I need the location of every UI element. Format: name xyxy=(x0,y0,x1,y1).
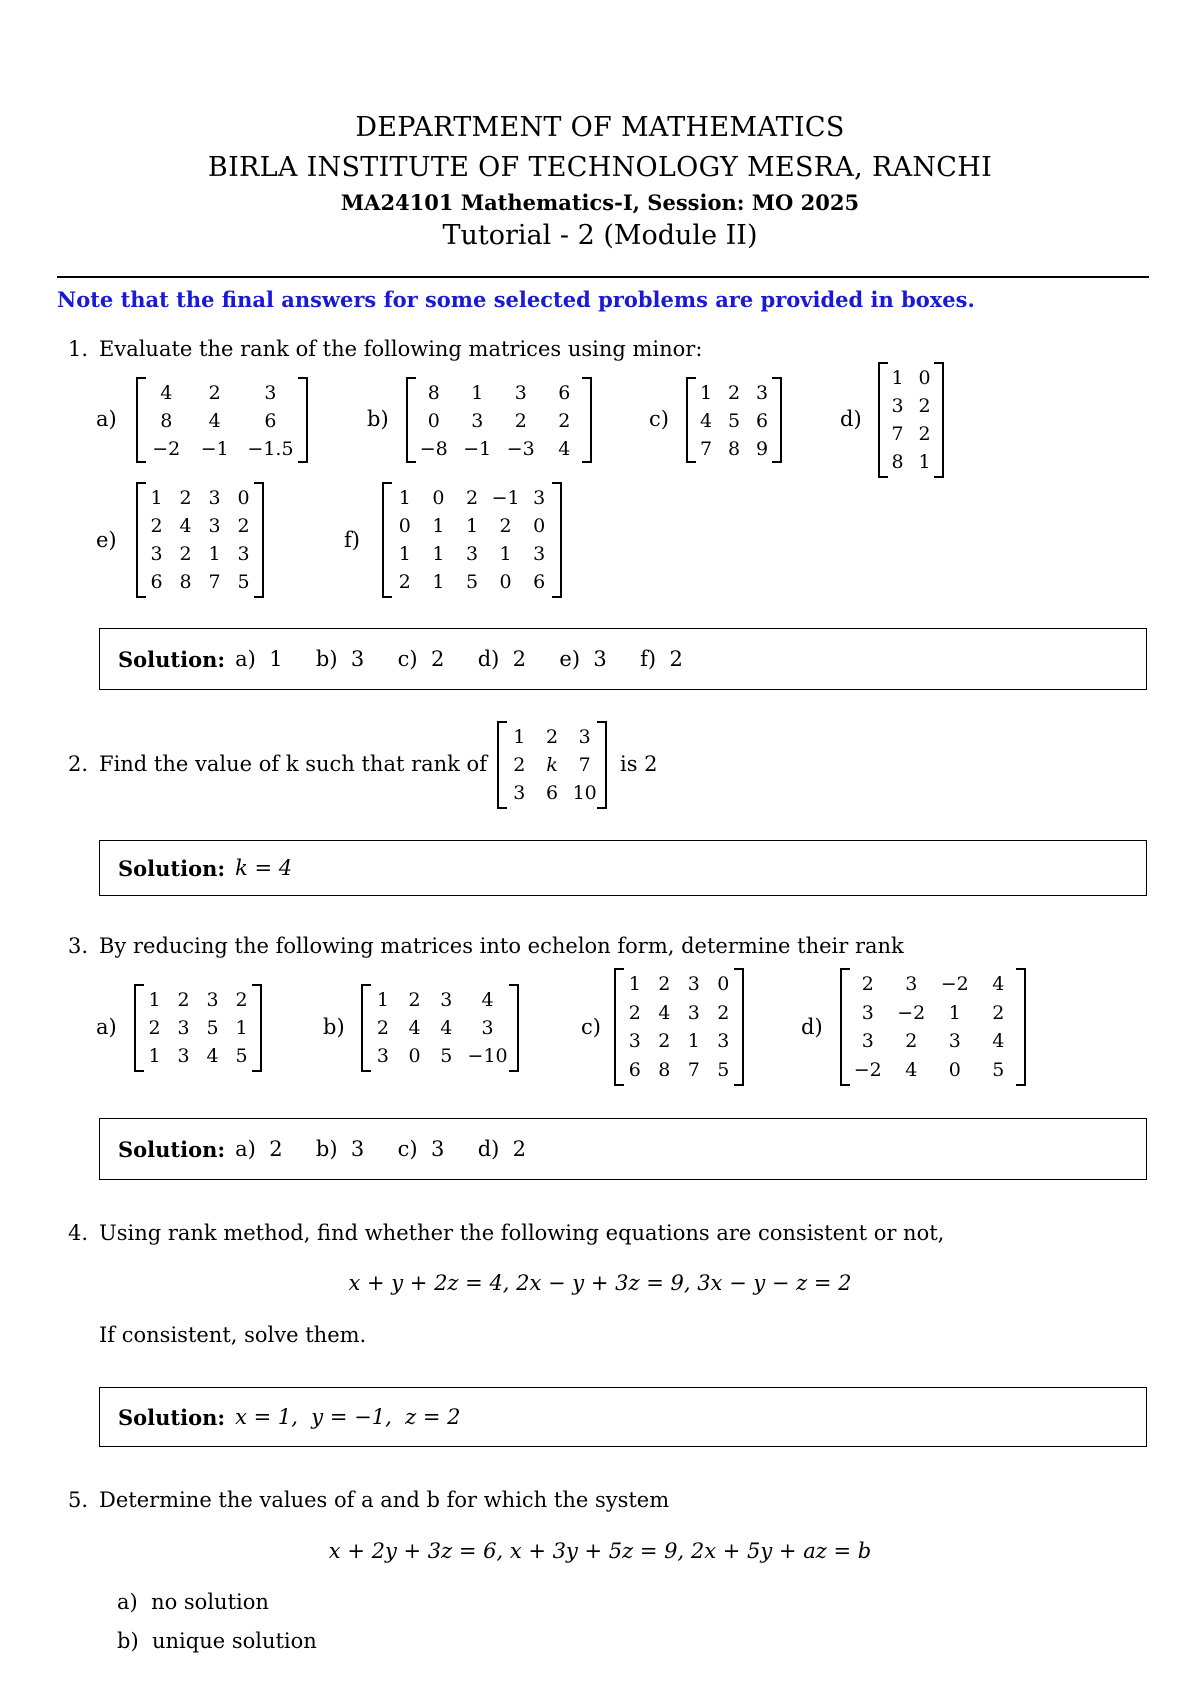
q5-option-b: b) unique solution xyxy=(117,1629,317,1653)
q3-number: 3. xyxy=(68,934,89,958)
q3-matrix-c-entry: 2 xyxy=(658,1030,671,1052)
q1-matrix-f-entry: 1 xyxy=(432,543,445,565)
q1-matrix-f-entry: 3 xyxy=(465,543,479,565)
q1-matrix-e-entry: 2 xyxy=(237,515,250,537)
q1-matrix-f-entry: 2 xyxy=(398,571,411,593)
q1-label-f: f) xyxy=(344,528,360,552)
q2-matrix xyxy=(497,721,607,809)
q1-label-e: e) xyxy=(96,528,117,552)
q1-matrix-b-entry: 0 xyxy=(427,410,440,432)
q3-matrix-a-entry: 5 xyxy=(235,1045,248,1067)
q1-matrix-e-entry: 1 xyxy=(208,543,221,565)
answers-note: Note that the final answers for some selected problems are provided in boxes. xyxy=(57,287,975,312)
q4-number: 4. xyxy=(68,1221,89,1245)
q1-matrix-f-entry: 2 xyxy=(499,515,512,537)
q1-matrix-a-entry: 6 xyxy=(264,410,277,432)
q1-matrix-e-entry: 4 xyxy=(179,515,192,537)
q3-matrix-d-entry: 2 xyxy=(905,1030,918,1052)
q5-option-a: a) no solution xyxy=(117,1590,269,1614)
q1-matrix-d-entry: 1 xyxy=(918,451,931,473)
q3-matrix-a-entry: 1 xyxy=(148,1045,161,1067)
q3-label-b: b) xyxy=(323,1015,345,1039)
q1-matrix-f-entry: −1 xyxy=(491,487,520,509)
q3-matrix-b-entry: 1 xyxy=(376,989,389,1011)
q1-matrix-d-entry: 2 xyxy=(918,395,931,417)
q3-matrix-a xyxy=(134,984,262,1072)
q1-matrix-d-entry: 2 xyxy=(918,423,931,445)
q1-matrix-b-entry: 1 xyxy=(471,382,484,404)
tutorial-title: Tutorial - 2 (Module II) xyxy=(442,220,758,251)
q1-matrix-c-entry: 8 xyxy=(727,438,741,460)
q3-matrix-b-entry: −10 xyxy=(467,1045,508,1067)
q5-text: Determine the values of a and b for which the system xyxy=(99,1488,670,1512)
q5-equation: x + 2y + 3z = 6, x + 3y + 5z = 9, 2x + 5y + az = b xyxy=(328,1539,872,1563)
q3-matrix-d-entry: 1 xyxy=(948,1001,961,1024)
q3-matrix-d-entry: 0 xyxy=(948,1058,961,1081)
q4-solution-box xyxy=(99,1387,1147,1447)
q3-matrix-c-entry: 2 xyxy=(717,1001,730,1024)
q3-matrix-a-entry: 1 xyxy=(235,1017,248,1039)
q2-suffix: is 2 xyxy=(620,752,658,776)
q1-matrix-f-entry: 1 xyxy=(432,515,445,537)
q1-matrix-f-entry: 3 xyxy=(533,543,546,565)
q3-matrix-d-entry: 3 xyxy=(861,1001,874,1024)
q1-matrix-f-entry: 0 xyxy=(533,515,546,537)
q1-matrix-e-entry: 3 xyxy=(208,515,221,537)
q2-matrix-entry: 10 xyxy=(572,782,597,804)
q3-matrix-d-entry: 2 xyxy=(861,973,874,995)
q1-matrix-d xyxy=(878,362,944,478)
q3-matrix-c xyxy=(614,968,744,1086)
q1-matrix-b-entry: −8 xyxy=(419,438,448,460)
q1-matrix-b-entry: 2 xyxy=(514,410,527,432)
q1-solution-label: Solution: xyxy=(118,646,226,672)
q3-matrix-a-entry: 3 xyxy=(177,1045,190,1067)
q1-matrix-f-entry: 1 xyxy=(398,543,411,565)
q2-matrix-entry: 2 xyxy=(513,754,526,776)
q1-label-d: d) xyxy=(840,407,862,431)
q1-matrix-c-entry: 5 xyxy=(727,410,741,432)
q1-matrix-e-entry: 6 xyxy=(150,571,163,593)
q4-solution-label: Solution: xyxy=(118,1404,226,1430)
q1-matrix-f-entry: 0 xyxy=(432,487,445,509)
q2-matrix-entry: 3 xyxy=(578,726,591,748)
q1-matrix-c-entry: 4 xyxy=(699,410,713,432)
q3-matrix-c-entry: 0 xyxy=(717,973,730,995)
q1-matrix-f-entry: 5 xyxy=(465,571,479,593)
q1-matrix-e-entry: 3 xyxy=(150,543,163,565)
q3-matrix-b-entry: 2 xyxy=(376,1017,389,1039)
q4-solution-text: x = 1, y = −1, z = 2 xyxy=(235,1405,461,1429)
q3-matrix-b-entry: 3 xyxy=(481,1017,494,1039)
q1-label-a: a) xyxy=(96,407,117,431)
q1-matrix-c-entry: 2 xyxy=(727,382,741,404)
q1-matrix-a-entry: −1 xyxy=(200,438,229,460)
q1-matrix-b xyxy=(406,377,592,463)
q1-matrix-a-entry: 8 xyxy=(160,410,173,432)
q3-matrix-a-entry: 4 xyxy=(206,1045,219,1067)
q3-matrix-c-entry: 3 xyxy=(687,1001,700,1024)
q1-matrix-b-entry: −1 xyxy=(463,438,492,460)
q1-matrix-a-entry: 4 xyxy=(208,410,221,432)
q3-matrix-b xyxy=(361,984,519,1072)
q1-label-b: b) xyxy=(367,407,389,431)
q3-matrix-b-entry: 4 xyxy=(481,989,494,1011)
q1-matrix-c-entry: 9 xyxy=(755,438,769,460)
q3-matrix-c-entry: 5 xyxy=(717,1058,730,1081)
q3-matrix-c-entry: 2 xyxy=(658,973,671,995)
q4-followup: If consistent, solve them. xyxy=(99,1323,367,1347)
q1-matrix-a-entry: 4 xyxy=(160,382,173,404)
q1-matrix-f-entry: 1 xyxy=(465,515,479,537)
q1-matrix-c-entry: 7 xyxy=(699,438,713,460)
q3-matrix-d-entry: 2 xyxy=(992,1001,1005,1024)
q3-matrix-b-entry: 3 xyxy=(376,1045,389,1067)
q1-matrix-a-entry: 3 xyxy=(264,382,277,404)
q3-matrix-b-entry: 4 xyxy=(440,1017,453,1039)
q1-matrix-e-entry: 2 xyxy=(179,543,192,565)
q3-matrix-b-entry: 4 xyxy=(408,1017,421,1039)
q1-matrix-e xyxy=(136,482,264,598)
q2-text: Find the value of k such that rank of xyxy=(99,752,487,776)
q1-matrix-d-entry: 8 xyxy=(891,451,904,473)
q2-matrix-entry: 2 xyxy=(545,726,559,748)
q2-solution-box xyxy=(99,840,1147,896)
q3-matrix-c-entry: 3 xyxy=(687,973,700,995)
q1-matrix-f xyxy=(382,482,562,598)
q4-text: Using rank method, find whether the following equations are consistent or not, xyxy=(99,1221,945,1245)
q1-matrix-f-entry: 3 xyxy=(533,487,546,509)
q1-matrix-a-entry: 2 xyxy=(208,382,221,404)
q3-matrix-c-entry: 1 xyxy=(687,1030,700,1052)
q3-solution-text: a) 2 b) 3 c) 3 d) 2 xyxy=(235,1137,527,1161)
q1-matrix-f-entry: 1 xyxy=(398,487,411,509)
q3-matrix-d-entry: −2 xyxy=(853,1058,882,1081)
q1-matrix-e-entry: 5 xyxy=(237,571,250,593)
q1-matrix-f-entry: 1 xyxy=(499,543,512,565)
q1-matrix-a-entry: −1.5 xyxy=(247,438,294,460)
q2-solution-label: Solution: xyxy=(118,855,226,881)
q3-matrix-d-entry: 3 xyxy=(861,1030,874,1052)
q3-matrix-d-entry: 4 xyxy=(992,973,1005,995)
q3-matrix-b-entry: 3 xyxy=(440,989,453,1011)
q3-matrix-d-entry: −2 xyxy=(897,1001,926,1024)
q1-matrix-b-entry: −3 xyxy=(506,438,535,460)
q1-matrix-f-entry: 6 xyxy=(533,571,546,593)
q1-matrix-b-entry: 6 xyxy=(558,382,571,404)
q3-matrix-a-entry: 2 xyxy=(148,1017,161,1039)
q3-matrix-d-entry: 3 xyxy=(905,973,918,995)
q3-matrix-c-entry: 4 xyxy=(658,1001,671,1024)
q3-matrix-c-entry: 1 xyxy=(628,973,641,995)
q1-matrix-e-entry: 2 xyxy=(150,515,163,537)
q1-matrix-e-entry: 2 xyxy=(179,487,192,509)
q1-matrix-f-entry: 0 xyxy=(499,571,512,593)
q3-solution-box xyxy=(99,1118,1147,1180)
q3-matrix-a-entry: 2 xyxy=(177,989,190,1011)
q1-matrix-c-entry: 6 xyxy=(755,410,769,432)
q1-matrix-d-entry: 7 xyxy=(891,423,904,445)
q3-text: By reducing the following matrices into echelon form, determine their rank xyxy=(99,934,904,958)
q3-label-a: a) xyxy=(96,1015,117,1039)
q3-matrix-c-entry: 8 xyxy=(658,1058,671,1081)
q3-matrix-d-entry: −2 xyxy=(940,973,969,995)
q2-matrix-entry: 7 xyxy=(578,754,591,776)
q3-matrix-c-entry: 3 xyxy=(628,1030,641,1052)
course-heading: MA24101 Mathematics-I, Session: MO 2025 xyxy=(340,190,860,215)
q1-matrix-c xyxy=(686,377,782,463)
q3-matrix-a-entry: 2 xyxy=(235,989,248,1011)
q3-matrix-d-entry: 5 xyxy=(992,1058,1005,1081)
q1-matrix-b-entry: 3 xyxy=(471,410,484,432)
q3-solution-label: Solution: xyxy=(118,1136,226,1162)
q1-matrix-e-entry: 0 xyxy=(237,487,250,509)
q1-matrix-e-entry: 7 xyxy=(208,571,221,593)
q2-matrix-entry: 1 xyxy=(513,726,526,748)
q1-matrix-b-entry: 3 xyxy=(514,382,527,404)
q3-matrix-c-entry: 2 xyxy=(628,1001,641,1024)
q2-solution-text: k = 4 xyxy=(235,856,293,880)
q1-matrix-b-entry: 8 xyxy=(427,382,440,404)
q1-number: 1. xyxy=(68,337,89,361)
q2-number: 2. xyxy=(68,752,89,776)
q3-matrix-b-entry: 5 xyxy=(440,1045,453,1067)
q1-matrix-b-entry: 2 xyxy=(558,410,571,432)
q3-matrix-d-entry: 4 xyxy=(905,1058,918,1081)
q2-matrix-entry: 3 xyxy=(513,782,526,804)
q3-matrix-d xyxy=(840,968,1026,1086)
q3-label-d: d) xyxy=(801,1015,823,1039)
q3-matrix-d-entry: 3 xyxy=(948,1030,961,1052)
q3-matrix-c-entry: 3 xyxy=(717,1030,730,1052)
q4-equation: x + y + 2z = 4, 2x − y + 3z = 9, 3x − y − z = 2 xyxy=(348,1271,852,1295)
q3-matrix-a-entry: 3 xyxy=(177,1017,190,1039)
q1-matrix-c-entry: 3 xyxy=(755,382,769,404)
q1-matrix-f-entry: 1 xyxy=(432,571,445,593)
header-divider xyxy=(57,276,1149,278)
q1-matrix-e-entry: 8 xyxy=(179,571,192,593)
q1-matrix-a xyxy=(136,377,308,463)
q1-matrix-d-entry: 0 xyxy=(918,367,931,389)
q1-matrix-c-entry: 1 xyxy=(699,382,713,404)
q1-matrix-a-entry: −2 xyxy=(152,438,181,460)
q2-matrix-entry: k xyxy=(546,754,558,776)
q3-matrix-a-entry: 3 xyxy=(206,989,219,1011)
q1-matrix-f-entry: 2 xyxy=(465,487,479,509)
q1-matrix-e-entry: 3 xyxy=(208,487,221,509)
q1-matrix-f-entry: 0 xyxy=(398,515,411,537)
q1-matrix-e-entry: 3 xyxy=(237,543,250,565)
q1-matrix-d-entry: 1 xyxy=(891,367,904,389)
q1-matrix-d-entry: 3 xyxy=(891,395,904,417)
q3-label-c: c) xyxy=(581,1015,601,1039)
q2-matrix-entry: 6 xyxy=(545,782,559,804)
q1-text: Evaluate the rank of the following matrices using minor: xyxy=(99,337,703,361)
department-heading: DEPARTMENT OF MATHEMATICS xyxy=(355,112,845,143)
q3-matrix-c-entry: 7 xyxy=(687,1058,700,1081)
q1-matrix-e-entry: 1 xyxy=(150,487,163,509)
q3-matrix-a-entry: 1 xyxy=(148,989,161,1011)
institute-heading: BIRLA INSTITUTE OF TECHNOLOGY MESRA, RANCHI xyxy=(207,152,993,183)
q1-label-c: c) xyxy=(649,407,669,431)
q3-matrix-b-entry: 0 xyxy=(408,1045,421,1067)
q3-matrix-a-entry: 5 xyxy=(206,1017,219,1039)
q3-matrix-c-entry: 6 xyxy=(628,1058,641,1081)
q1-solution-text: a) 1 b) 3 c) 2 d) 2 e) 3 f) 2 xyxy=(235,647,683,671)
q3-matrix-b-entry: 2 xyxy=(408,989,421,1011)
q1-solution-box xyxy=(99,628,1147,690)
q3-matrix-d-entry: 4 xyxy=(992,1030,1005,1052)
q1-matrix-b-entry: 4 xyxy=(558,438,571,460)
q5-number: 5. xyxy=(68,1488,89,1512)
